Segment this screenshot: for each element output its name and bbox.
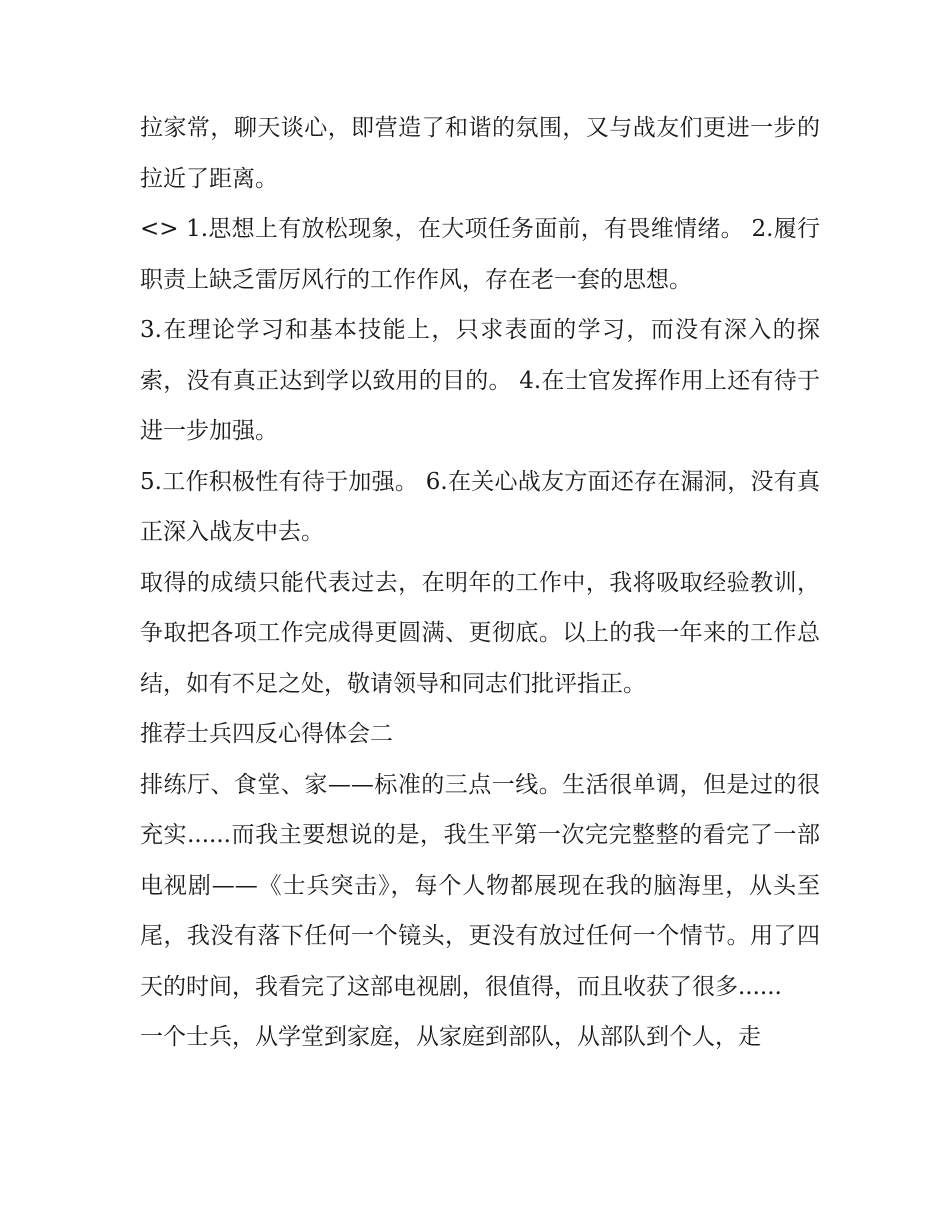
paragraph: 排练厅、食堂、家——标准的三点一线。生活很单调，但是过的很充实......而我主要想说的是，我生平第一次完完整整的看完了一部电视剧——《士兵突击》，每个人物都展现在我的脑海里，从头至尾，我没有落下任何一个镜头，更没有放过任何一个情节。用了四天的时间，我看完了这部电视剧，很值得，而且收获了很多......: [140, 771, 820, 1000]
paragraph: 拉家常，聊天谈心，即营造了和谐的氛围，又与战友们更进一步的拉近了距离。: [140, 115, 820, 192]
paragraph: 一个士兵，从学堂到家庭，从家庭到部队，从部队到个人，走: [140, 1024, 761, 1050]
document-body: [140, 103, 820, 1063]
paragraph: 取得的成绩只能代表过去，在明年的工作中，我将吸取经验教训，争取把各项工作完成得更圆满、更彻底。以上的我一年来的工作总结，如有不足之处，敬请领导和同志们批评指正。: [140, 569, 820, 697]
paragraph: 3.在理论学习和基本技能上，只求表面的学习，而没有深入的探索，没有真正达到学以致用的目的。 4.在士官发挥作用上还有待于进一步加强。: [140, 317, 820, 444]
paragraph: <> 1.思想上有放松现象，在大项任务面前，有畏维情绪。 2.履行职责上缺乏雷厉风行的工作作风，存在老一套的思想。: [140, 216, 820, 293]
section-heading: 推荐士兵四反心得体会二: [140, 721, 393, 747]
paragraph: 5.工作积极性有待于加强。 6.在关心战友方面还存在漏洞，没有真正深入战友中去。: [140, 468, 820, 545]
